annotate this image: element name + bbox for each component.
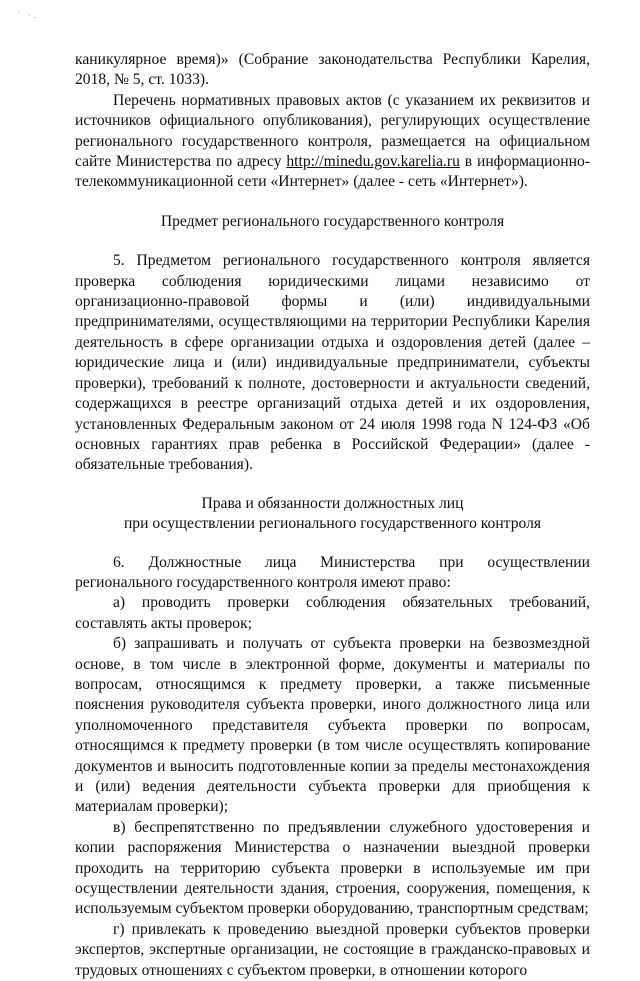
ministry-website-link[interactable]: http://minedu.gov.karelia.ru <box>286 153 460 171</box>
regulatory-acts-text-end: в информационно-телекоммуникационной сети «Интернет» (далее - сеть «Интернет»). <box>75 153 590 191</box>
section-heading-rights-line2: при осуществлении регионального государственного контроля <box>123 515 542 533</box>
paragraph-6g: г) привлекать к проведению выездной проверки субъектов проверки экспертов, экспертные организации, не состоящие в гражданско-правовых и трудовых отношениях с субъектом проверки, в отношении которого <box>75 920 590 979</box>
regulatory-acts-text: Перечень нормативных правовых актов (с указанием их реквизитов и источников официального опубликования), регулирующих осуществление регионального государственного контроля, размещается на официальном сайте Министерства по адресу <box>75 91 590 171</box>
paragraph-6: 6. Должностные лица Министерства при осуществлении регионального государственного контроля имеют право: <box>75 553 590 591</box>
paragraph-continuation: каникулярное время)» (Собрание законодательства Республики Карелия, 2018, № 5, ст. 1033). <box>75 51 590 89</box>
paragraph-6a: а) проводить проверки соблюдения обязательных требований, составлять акты проверок; <box>75 594 590 632</box>
paragraph-regulatory-acts <box>75 91 590 193</box>
paragraph-6v: в) беспрепятственно по предъявлении служебного удостоверения и копии распоряжения Министерства о назначении выездной проверки проходить на территорию субъекта проверки в используемые им при осуществлении деятельности здания, строения, сооружения, помещения, к используемым субъектом проверки оборудованию, транспортным средствам; <box>75 818 590 918</box>
document-page <box>75 50 590 981</box>
section-heading-rights-line1: Права и обязанности должностных лиц <box>201 494 464 512</box>
section-heading-subject: Предмет регионального государственного контроля <box>160 212 505 230</box>
section-heading-rights <box>75 494 590 535</box>
scan-artifact-marks: ' ·. <box>18 10 40 20</box>
paragraph-5: 5. Предметом регионального государственного контроля является проверка соблюдения юридическими лицами независимо от организационно-правовой формы и (или) индивидуальными предпринимателями, осуществляющими на территории Республики Карелия деятельность в сфере организации отдыха и оздоровления детей (далее – юридические лица и (или) индивидуальные предприниматели, субъекты проверки), требований к полноте, достоверности и актуальности сведений, содержащихся в реестре организаций отдыха детей и их оздоровления, установленных Федеральным законом от 24 июля 1998 года N 124-ФЗ «Об основных гарантиях прав ребенка в Российской Федерации» (далее - обязательные требования). <box>75 252 590 474</box>
paragraph-6b: б) запрашивать и получать от субъекта проверки на безвозмездной основе, в том числе в электронной форме, документы и материалы по вопросам, относящимся к предмету проверки, а также письменные пояснения руководителя субъекта проверки, иного должностного лица или уполномоченного представителя субъекта проверки по вопросам, относящимся к предмету проверки (в том числе осуществлять копирование документов и выносить подготовленные копии за пределы местонахождения и (или) ведения деятельности субъекта проверки для приобщения к материалам проверки); <box>75 635 590 816</box>
